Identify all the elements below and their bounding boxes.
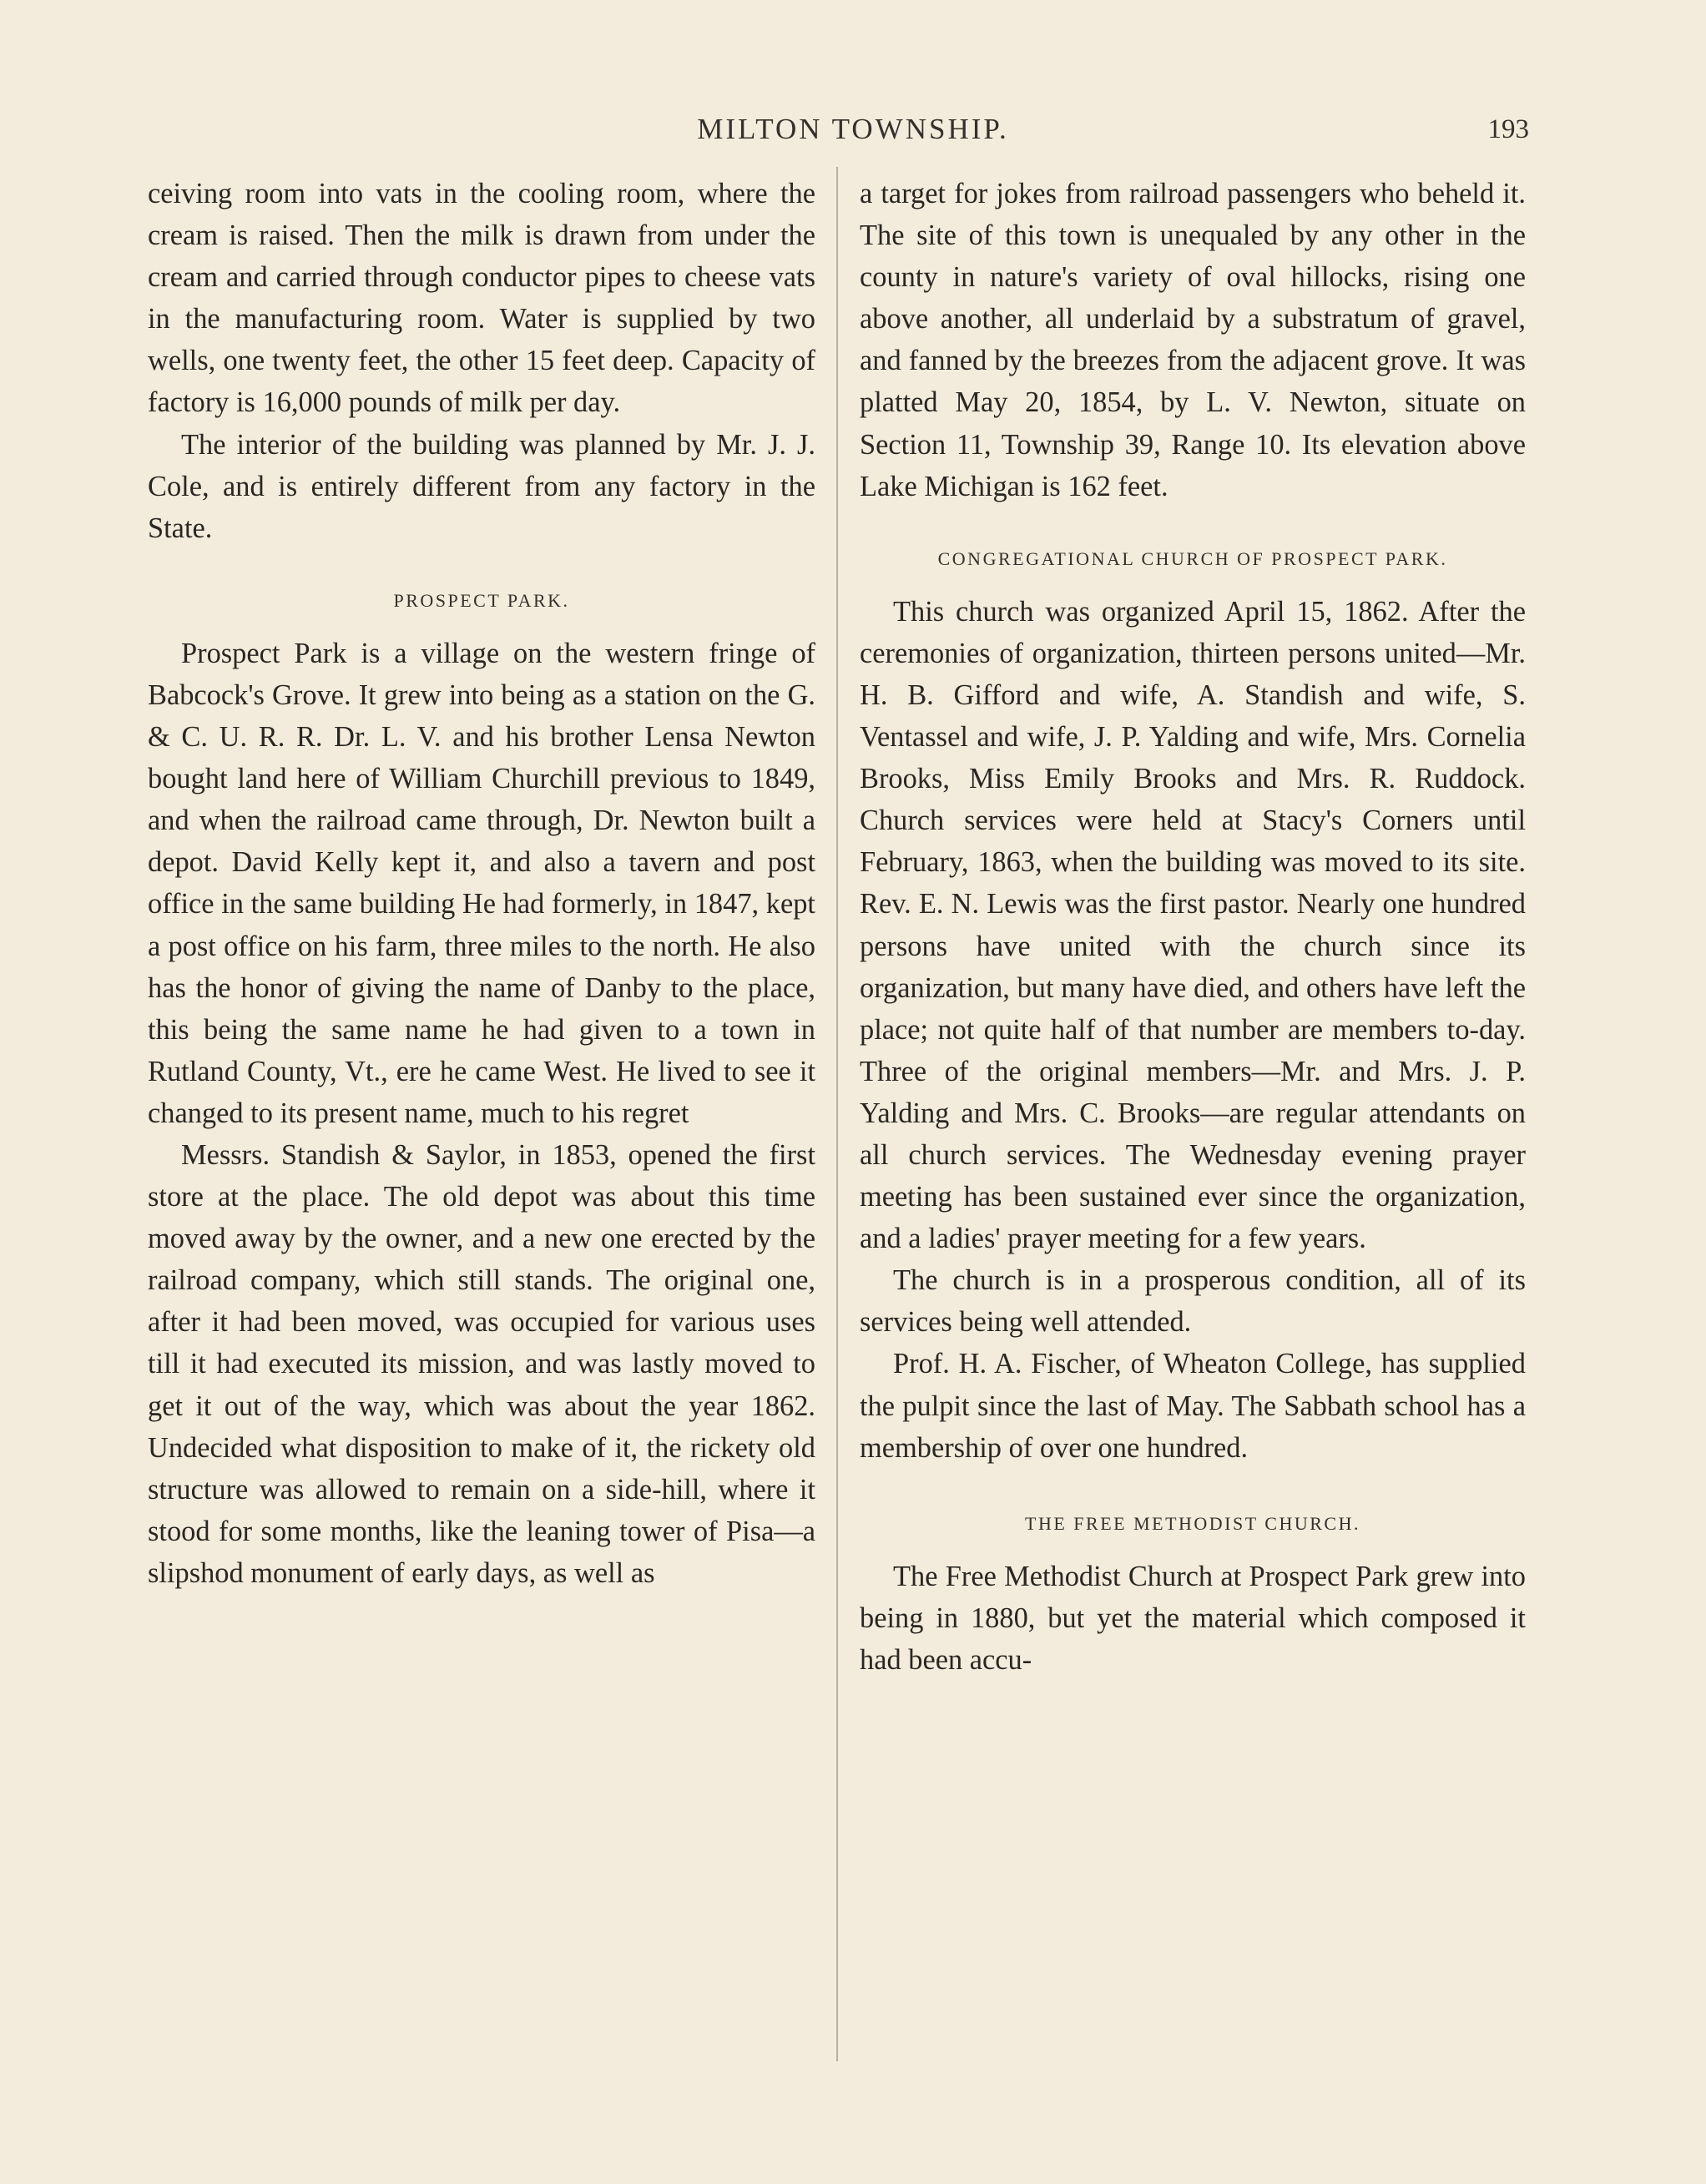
paragraph-cheese-factory: ceiving room into vats in the cooling room, where the cream is raised. Then the milk is drawn from under the cream and carried through conductor pipes to cheese vats in the manufacturing room. Water is supplied by two wells, one twenty feet, the other 15 feet deep. Capacity of factory is 16,000 pounds of milk per day. bbox=[148, 178, 815, 419]
right-column bbox=[860, 173, 1526, 1681]
running-title: MILTON TOWNSHIP. bbox=[697, 113, 1009, 145]
paragraph-prospect-park-origin: Prospect Park is a village on the western fringe of Babcock's Grove. It grew into being as a station on the G. & C. U. R. R. Dr. L. V. and his brother Lensa Newton bought land here of William Churchill previous to 1849, and when the railroad came through, Dr. Newton built a depot. David Kelly kept it, and also a tavern and post office in the same building He had formerly, in 1847, kept a post office on his farm, three miles to the north. He also has the honor of giving the name of Danby to the place, this being the same name he had given to a town in Rutland County, Vt., ere he came West. He lived to see it changed to its present name, much to his regret bbox=[148, 637, 815, 1129]
paragraph-building-interior: The interior of the building was planned by Mr. J. J. Cole, and is entirely different from any factory in the State. bbox=[148, 428, 815, 544]
paragraph-church-condition: The church is in a prosperous condition, all of its services being well attended. bbox=[860, 1264, 1526, 1339]
paragraph-church-organized: This church was organized April 15, 1862. After the ceremonies of organization, thirteen persons united—Mr. H. B. Gifford and wife, A. Standish and wife, S. Ventassel and wife, J. P. Yalding and wife, Mrs. Cornelia Brooks, Miss Emily Brooks and Mrs. R. Ruddock. Church services were held at Stacy's Corners until February, 1863, when the building was moved to its site. Rev. E. N. Lewis was the first pastor. Nearly one hundred persons have united with the church since its organization, but many have died, and others have left the place; not quite half of that number are members to-day. Three of the original members—Mr. and Mrs. J. P. Yalding and Mrs. C. Brooks—are regular attendants on all church services. The Wednesday evening prayer meeting has been sustained ever since the organization, and a ladies' prayer meeting for a few years. bbox=[860, 595, 1526, 1255]
paragraph-free-methodist: The Free Methodist Church at Prospect Park grew into being in 1880, but yet the material which composed it had been accu- bbox=[860, 1560, 1526, 1676]
paragraph-pulpit-supply: Prof. H. A. Fischer, of Wheaton College, has supplied the pulpit since the last of May. The Sabbath school has a membership of over one hundred. bbox=[860, 1348, 1526, 1464]
section-heading-congregational-church: CONGREGATIONAL CHURCH OF PROSPECT PARK. bbox=[937, 547, 1448, 569]
left-column bbox=[148, 173, 815, 1594]
paragraph-town-site: a target for jokes from railroad passengers who beheld it. The site of this town is unequaled by any other in the county in nature's variety of oval hillocks, rising one above another, all underlaid by a substratum of gravel, and fanned by the breezes from the adjacent grove. It was platted May 20, 1854, by L. V. Newton, situate on Section 11, Township 39, Range 10. Its elevation above Lake Michigan is 162 feet. bbox=[860, 178, 1526, 502]
running-head bbox=[0, 108, 1706, 150]
column-divider bbox=[836, 167, 838, 2061]
paragraph-first-store: Messrs. Standish & Saylor, in 1853, opened the first store at the place. The old depot was about this time moved away by the owner, and a new one erected by the railroad company, which still stands. The original one, after it had been moved, was occupied for various uses till it had executed its mission, and was lastly moved to get it out of the way, which was about the year 1862. Undecided what disposition to make of it, the rickety old structure was allowed to remain on a side-hill, where it stood for some months, like the leaning tower of Pisa—a slipshod monument of early days, as well as bbox=[148, 1138, 815, 1589]
section-heading-prospect-park: PROSPECT PARK. bbox=[393, 589, 570, 611]
page-number: 193 bbox=[1487, 114, 1529, 144]
section-heading-free-methodist-church: THE FREE METHODIST CHURCH. bbox=[1025, 1512, 1360, 1534]
